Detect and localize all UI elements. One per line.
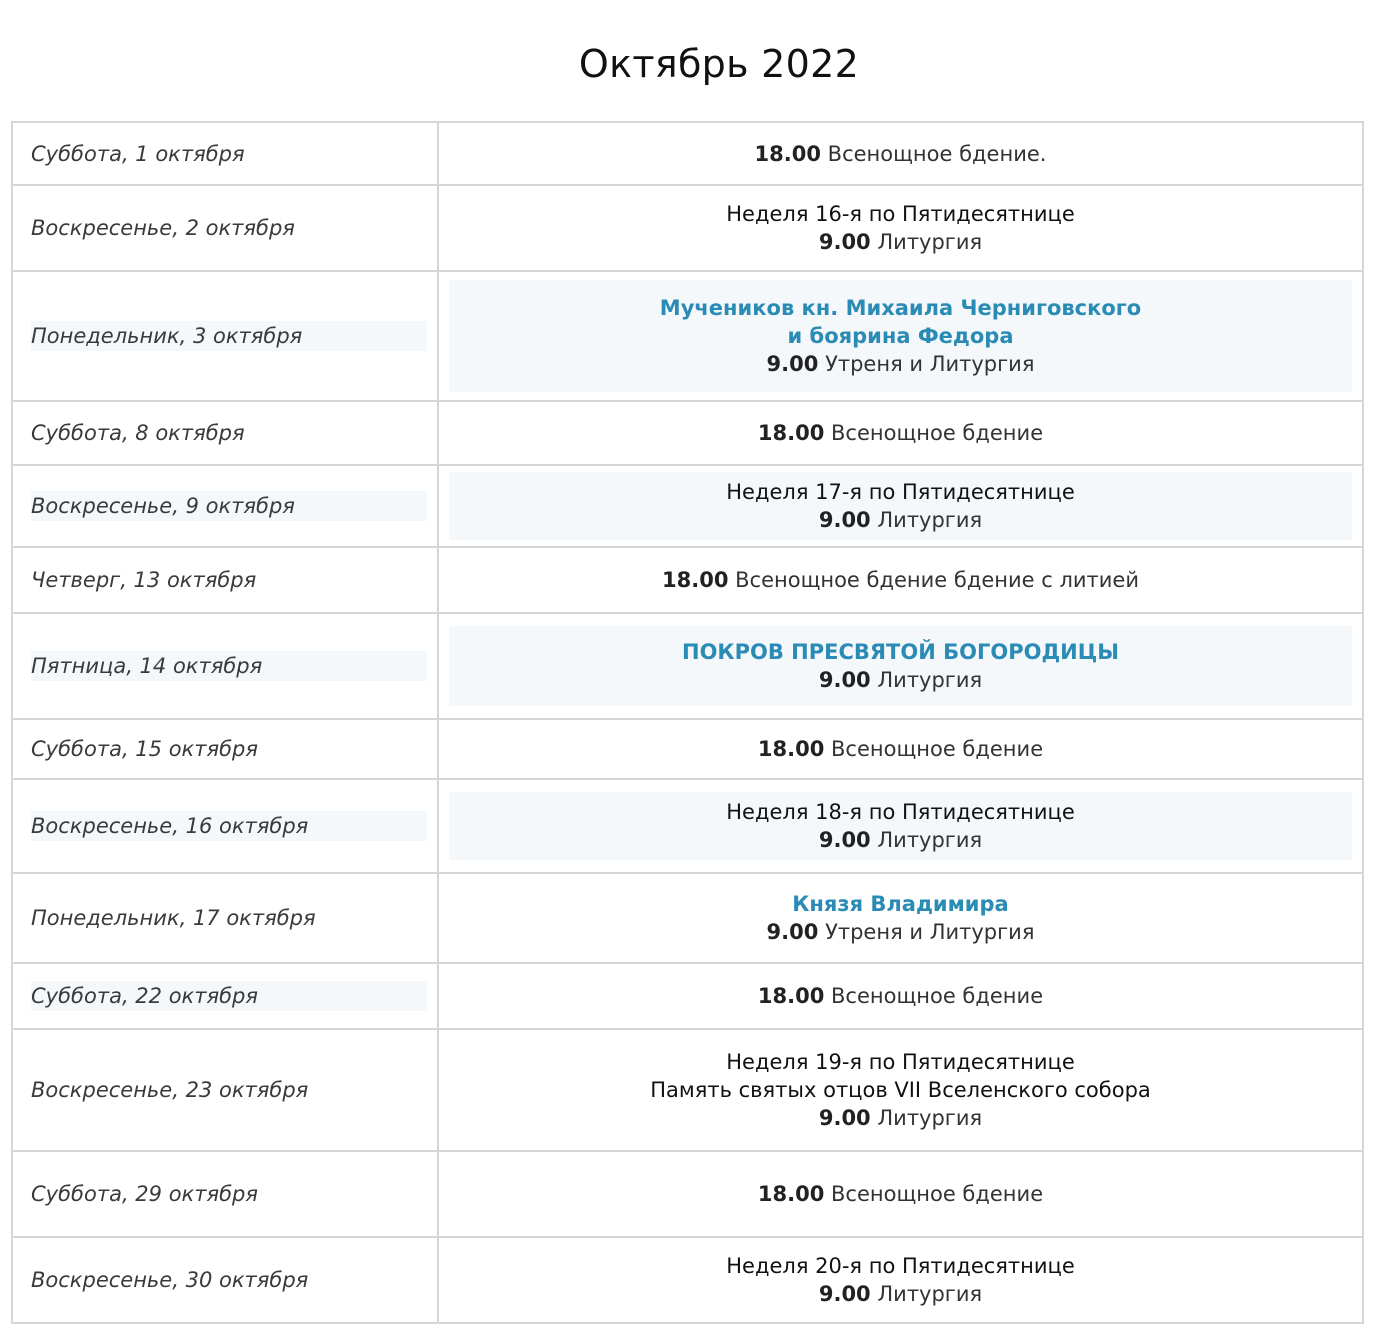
sunday-title: Неделя 20-я по Пятидесятнице (726, 1254, 1075, 1278)
table-row (12, 185, 1363, 271)
feast-title-line2: и боярина Федора (787, 324, 1014, 348)
service-time: 9.00 (818, 1106, 871, 1130)
event-cell (438, 963, 1363, 1029)
page-title: Октябрь 2022 (578, 42, 860, 86)
table-row (12, 1151, 1363, 1237)
date-cell (12, 1151, 438, 1237)
service-name: Литургия (877, 230, 983, 254)
event-cell (438, 465, 1363, 547)
date-text: Суббота, 1 октября (31, 141, 245, 166)
service-name: Литургия (877, 1282, 983, 1306)
date-cell (12, 465, 438, 547)
date-text: Воскресенье, 9 октября (31, 491, 427, 521)
date-text: Четверг, 13 октября (31, 568, 257, 592)
event-cell (438, 613, 1363, 719)
feast-title: Мучеников кн. Михаила Черниговского (659, 296, 1142, 320)
date-text: Воскресенье, 2 октября (31, 216, 295, 240)
sunday-title: Неделя 19-я по Пятидесятнице (726, 1050, 1075, 1074)
table-row (12, 779, 1363, 873)
date-text: Воскресенье, 23 октября (31, 1078, 309, 1102)
schedule-table (11, 121, 1364, 1324)
table-row (12, 1029, 1363, 1151)
event-cell (438, 1151, 1363, 1237)
service-name: Литургия (877, 1106, 983, 1130)
service-time: 18.00 (757, 984, 825, 1008)
table-row (12, 873, 1363, 963)
date-cell (12, 401, 438, 465)
date-cell (12, 185, 438, 271)
service-time: 9.00 (818, 668, 871, 692)
service-time: 18.00 (754, 141, 821, 166)
feast-title: ПОКРОВ ПРЕСВЯТОЙ БОГОРОДИЦЫ (682, 640, 1119, 664)
event-cell (438, 1029, 1363, 1151)
event-cell (438, 779, 1363, 873)
service-time: 9.00 (818, 508, 871, 532)
event-cell (438, 122, 1363, 185)
date-cell (12, 873, 438, 963)
service-name: Литургия (877, 668, 983, 692)
service-name: Всенощное бдение (831, 984, 1044, 1008)
event-cell (438, 873, 1363, 963)
date-text: Пятница, 14 октября (31, 651, 427, 681)
service-time: 9.00 (818, 1282, 871, 1306)
service-time: 9.00 (818, 828, 871, 852)
date-text: Суббота, 22 октября (31, 981, 427, 1011)
date-text: Суббота, 29 октября (31, 1182, 259, 1206)
date-cell (12, 1237, 438, 1323)
event-cell (438, 401, 1363, 465)
date-cell (12, 1029, 438, 1151)
event-cell (438, 1237, 1363, 1323)
sunday-title: Неделя 16-я по Пятидесятнице (726, 202, 1075, 226)
date-text: Понедельник, 3 октября (31, 321, 427, 351)
date-cell (12, 547, 438, 613)
date-cell (12, 613, 438, 719)
table-row (12, 1237, 1363, 1323)
service-name: Всенощное бдение. (827, 141, 1047, 166)
table-row (12, 613, 1363, 719)
date-text: Суббота, 15 октября (31, 737, 259, 761)
event-cell (438, 271, 1363, 401)
date-cell (12, 122, 438, 185)
service-time: 9.00 (818, 230, 871, 254)
table-row (12, 401, 1363, 465)
service-name: Утреня и Литургия (825, 352, 1035, 376)
date-text: Воскресенье, 30 октября (31, 1268, 309, 1292)
service-time: 18.00 (757, 1182, 825, 1206)
service-name: Литургия (877, 508, 983, 532)
event-cell (438, 719, 1363, 779)
date-cell (12, 719, 438, 779)
date-cell (12, 963, 438, 1029)
table-row (12, 465, 1363, 547)
table-row (12, 719, 1363, 779)
commemoration-title: Память святых отцов VII Вселенского собора (650, 1078, 1151, 1102)
table-row (12, 963, 1363, 1029)
date-cell (12, 271, 438, 401)
date-cell (12, 779, 438, 873)
service-name: Всенощное бдение (831, 421, 1044, 445)
service-time: 9.00 (766, 920, 819, 944)
service-name: Всенощное бдение (831, 737, 1044, 761)
event-cell (438, 185, 1363, 271)
service-time: 18.00 (662, 568, 729, 592)
service-name: Утреня и Литургия (825, 920, 1035, 944)
sunday-title: Неделя 17-я по Пятидесятнице (726, 480, 1075, 504)
table-row (12, 547, 1363, 613)
feast-title: Князя Владимира (792, 892, 1009, 916)
service-time: 18.00 (757, 737, 825, 761)
date-text: Суббота, 8 октября (31, 421, 245, 445)
event-cell (438, 547, 1363, 613)
service-name: Всенощное бдение бдение с литией (735, 568, 1139, 592)
sunday-title: Неделя 18-я по Пятидесятнице (726, 800, 1075, 824)
service-name: Литургия (877, 828, 983, 852)
date-text: Воскресенье, 16 октября (31, 811, 427, 841)
table-row (12, 122, 1363, 185)
date-text: Понедельник, 17 октября (31, 906, 316, 930)
table-row (12, 271, 1363, 401)
service-time: 9.00 (766, 352, 819, 376)
service-time: 18.00 (757, 421, 825, 445)
service-name: Всенощное бдение (831, 1182, 1044, 1206)
